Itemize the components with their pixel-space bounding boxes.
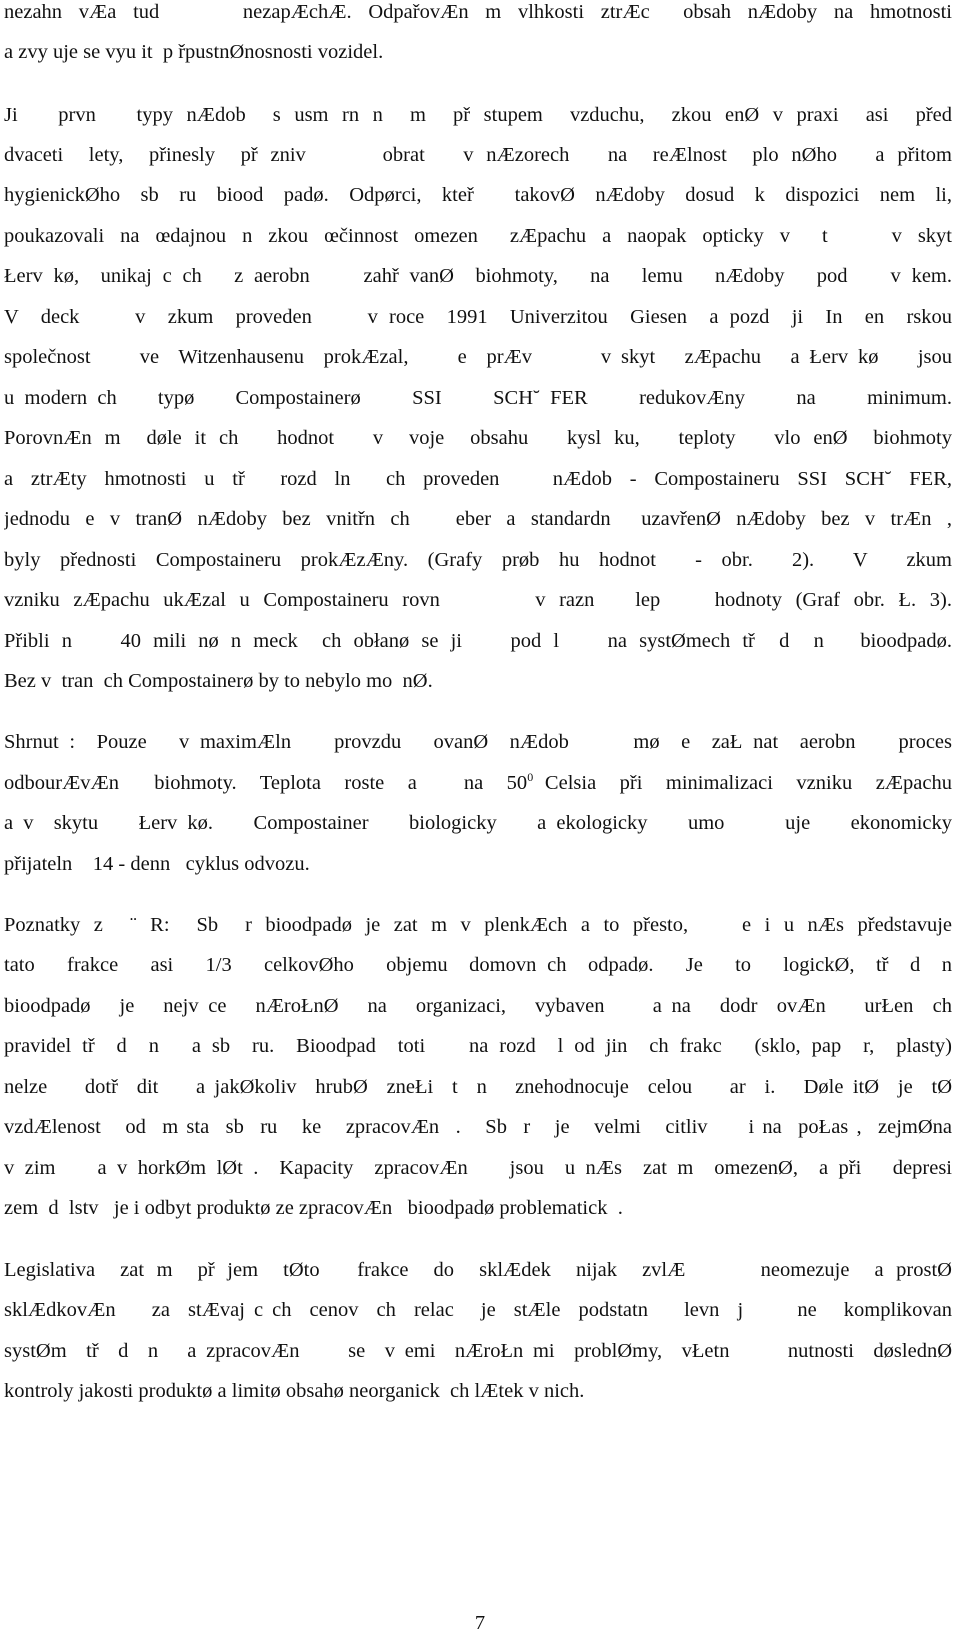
text-line: poukazovali na œdajnou n zkou œčinnost omezen zÆpachu a naopak opticky v t v skyt — [4, 225, 952, 247]
text-line: Bez v tran ch Compostainerø by to nebylo mo nØ. — [4, 670, 433, 692]
text-line: PorovnÆn m døle it ch hodnot v voje obsahu kysl ku, teploty vlo enØ biohmoty — [4, 427, 952, 449]
text-line: bioodpadø je nejv ce nÆroŁnØ na organizaci, vybaven a na dodr ovÆn urŁen ch — [4, 995, 952, 1017]
text-line: Łerv kø, unikaj c ch z aerobn zahř vanØ biohmoty, na lemu nÆdoby pod v kem. — [4, 265, 952, 287]
text-line: společnost ve Witzenhausenu prokÆzal, e prÆv v skyt zÆpachu a Łerv kø jsou — [4, 346, 952, 368]
text-line: a zvy uje se vyu it p řpustnØnosnosti vozidel. — [4, 41, 384, 63]
text-segment: odbourÆvÆn biohmoty. Teplota roste a na 50 — [4, 772, 528, 794]
superscript-degree: 0 — [527, 770, 534, 784]
text-line: dvaceti lety, přinesly př zniv obrat v nÆzorech na reÆlnost plo nØho a přitom — [4, 144, 952, 166]
text-line-with-superscript — [4, 763, 952, 803]
text-line: vzdÆlenost od m sta sb ru ke zpracovÆn . Sb r je velmi citliv i na poŁas , zejmØna — [4, 1116, 952, 1138]
text-line: nezahn vÆa tud nezapÆchÆ. OdpařovÆn m vlhkosti ztrÆc obsah nÆdoby na hmotnosti — [4, 1, 952, 23]
text-segment: Celsia při minimalizaci vzniku zÆpachu — [533, 772, 952, 794]
text-line: sklÆdkovÆn za stÆvaj c ch cenov ch relac je stÆle podstatn levn j ne komplikovan — [4, 1299, 952, 1321]
text-line: přijateln 14 - denn cyklus odvozu. — [4, 853, 310, 875]
text-line: vzniku zÆpachu ukÆzal u Compostaineru rovn v razn lep hodnoty (Graf obr. Ł. 3). — [4, 589, 952, 611]
text-line: kontroly jakosti produktø a limitø obsahø neorganick ch lÆtek v nich. — [4, 1380, 585, 1402]
text-line: jednodu e v tranØ nÆdoby bez vnitřn ch eber a standardn uzavřenØ nÆdoby bez v trÆn , — [4, 508, 952, 530]
text-line: a v skytu Łerv kø. Compostainer biologicky a ekologicky umo uje ekonomicky — [4, 812, 952, 834]
text-line: byly přednosti Compostaineru prokÆzÆny. (Grafy prøb hu hodnot - obr. 2). V zkum — [4, 549, 952, 571]
text-line: systØm tř d n a zpracovÆn se v emi nÆroŁn mi problØmy, vŁetn nutnosti døslednØ — [4, 1340, 952, 1362]
text-line: Shrnut : Pouze v maximÆln provzdu ovanØ nÆdob mø e zaŁ nat aerobn proces — [4, 731, 952, 753]
text-line: Legislativa zat m př jem tØto frakce do sklÆdek nijak zvlÆ neomezuje a prostØ — [4, 1259, 952, 1281]
text-line: v zim a v horkØm lØt . Kapacity zpracovÆn jsou u nÆs zat m omezenØ, a při depresi — [4, 1157, 952, 1179]
text-line: Ji prvn typy nÆdob s usm rn n m př stupem vzduchu, zkou enØ v praxi asi před — [4, 104, 952, 126]
text-line: Přibli n 40 mili nø n meck ch obłanø se ji pod l na systØmech tř d n bioodpadø. — [4, 630, 952, 652]
text-line: hygienickØho sb ru biood padø. Odpørci, kteř takovØ nÆdoby dosud k dispozici nem li, — [4, 184, 952, 206]
text-line: tato frakce asi 1/3 celkovØho objemu domovn ch odpadø. Je to logickØ, tř d n — [4, 954, 952, 976]
text-line: pravidel tř d n a sb ru. Bioodpad toti na rozd l od jin ch frakc (sklo, pap r, plasty) — [4, 1035, 952, 1057]
text-line: V deck v zkum proveden v roce 1991 Univerzitou Giesen a pozd ji In en rskou — [4, 306, 952, 328]
text-line: nelze dotř dit a jakØkoliv hrubØ zneŁi t n znehodnocuje celou ar i. Døle itØ je tØ — [4, 1076, 952, 1098]
page-number: 7 — [474, 1612, 486, 1634]
text-line: a ztrÆty hmotnosti u tř rozd ln ch proveden nÆdob - Compostaineru SSI SCH˘ FER, — [4, 468, 952, 490]
text-line: u modern ch typø Compostainerø SSI SCH˘ FER redukovÆny na minimum. — [4, 387, 952, 409]
text-line: Poznatky z ¨ R: Sb r bioodpadø je zat m v plenkÆch a to přesto, e i u nÆs představuje — [4, 914, 952, 936]
text-line: zem d lstv je i odbyt produktø ze zpracovÆn bioodpadø problematick . — [4, 1197, 623, 1219]
